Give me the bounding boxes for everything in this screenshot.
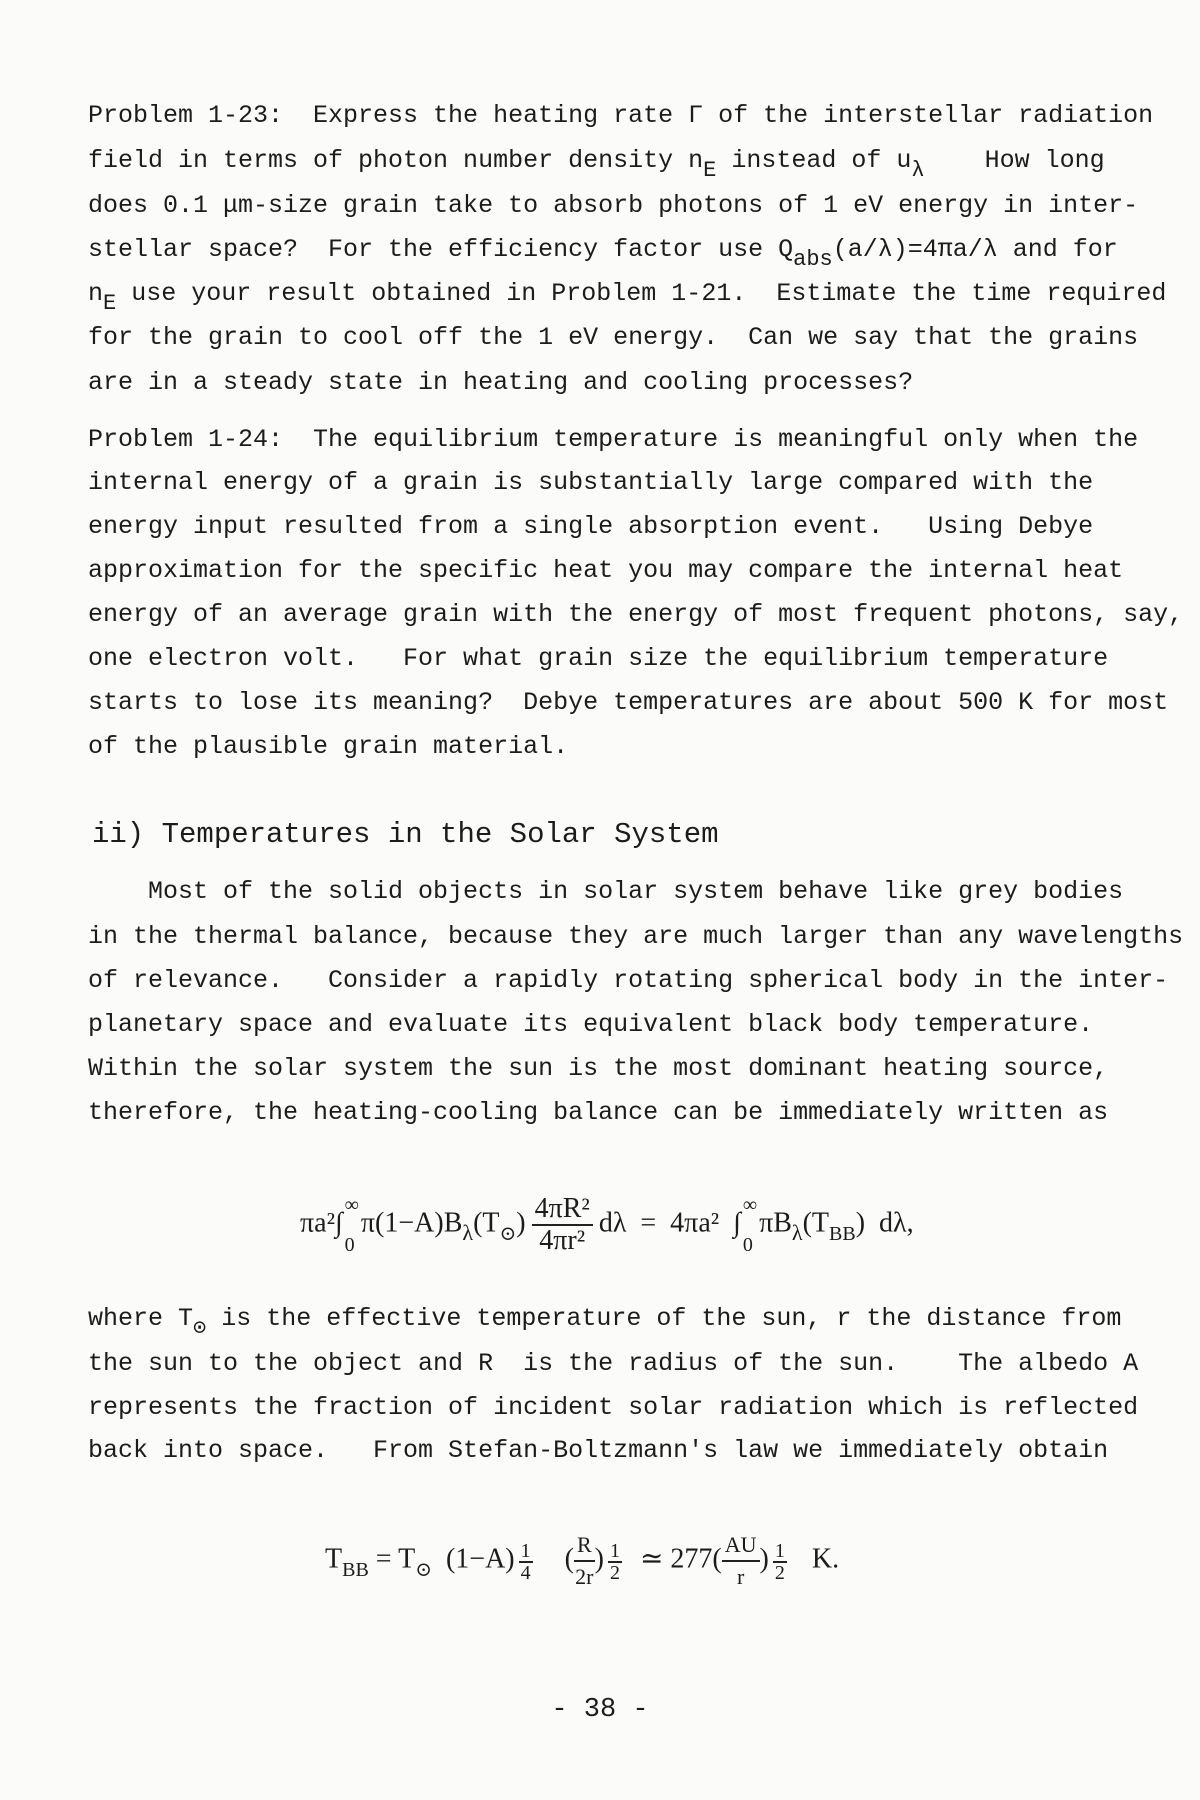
text-segment: represents the fraction of incident solar radiation which is reflected <box>88 1393 1139 1422</box>
text-segment: n <box>88 279 104 308</box>
text-line <box>88 468 1093 498</box>
text-line <box>88 146 1105 183</box>
eq-text: = T <box>368 1543 416 1575</box>
eq-limits <box>743 1185 757 1265</box>
eq-text: K. <box>811 1543 840 1575</box>
eq-text: π(1−A)B <box>360 1207 463 1239</box>
text-segment: (a/λ)=4πa/λ and for <box>832 235 1118 264</box>
eq-lower-limit: 0 <box>742 1234 753 1256</box>
eq-upper-limit: ∞ <box>742 1194 758 1216</box>
eq-text: πB <box>759 1207 792 1239</box>
text-line <box>88 1054 1108 1084</box>
eq-text: ≃ 277( <box>639 1543 722 1575</box>
text-segment: stellar space? For the efficiency factor use Q <box>88 235 794 264</box>
text-segment: of the plausible grain material. <box>88 732 569 761</box>
eq-text: ( <box>564 1543 574 1575</box>
text-segment: where T <box>88 1304 194 1333</box>
eq-denominator: 2r <box>575 1564 594 1589</box>
eq-text: ) <box>516 1207 526 1239</box>
text-line <box>88 279 1167 316</box>
text-line <box>88 966 1168 996</box>
text-line <box>88 600 1183 630</box>
eq-fraction <box>532 1194 593 1256</box>
subscript: abs <box>793 247 833 272</box>
page-number: - 38 - <box>551 1695 649 1725</box>
text-segment: in the thermal balance, because they are much larger than any wavelengths <box>88 922 1184 951</box>
eq-sub: BB <box>342 1559 369 1582</box>
subscript: ⊙ <box>193 1316 207 1341</box>
text-line <box>88 1393 1138 1423</box>
text-segment: does 0.1 μm-size grain take to absorb photons of 1 eV energy in inter- <box>88 191 1139 220</box>
text-line <box>88 688 1168 718</box>
text-line <box>88 425 1138 455</box>
text-line <box>88 512 1093 542</box>
eq-denominator: 2 <box>609 1562 620 1585</box>
eq-numerator: 1 <box>609 1540 620 1563</box>
eq-sub: ⊙ <box>415 1559 432 1582</box>
eq-text: T <box>325 1543 343 1575</box>
text-segment: Problem 1-24: The equilibrium temperature is meaningful only when the <box>88 425 1139 454</box>
eq-text: πa²∫ <box>300 1207 343 1239</box>
eq-sub: ⊙ <box>499 1223 517 1246</box>
text-segment: field in terms of photon number density n <box>88 146 704 175</box>
eq-text: ) dλ, <box>855 1207 914 1239</box>
eq-fraction <box>722 1530 760 1592</box>
eq-text: dλ = 4πa² ∫ <box>598 1207 741 1239</box>
eq-text: (1−A) <box>445 1543 515 1575</box>
text-segment: use your result obtained in Problem 1-21. Estimate the time required <box>116 279 1167 308</box>
text-line <box>88 1098 1108 1128</box>
eq-denominator: 4πr² <box>539 1225 586 1256</box>
text-segment: starts to lose its meaning? Debye temperatures are about 500 K for most <box>88 688 1169 717</box>
eq-text: ) <box>759 1543 769 1575</box>
text-segment: for the grain to cool off the 1 eV energy. Can we say that the grains <box>88 323 1139 352</box>
eq-upper-limit: ∞ <box>344 1194 359 1216</box>
eq-sub: λ <box>462 1220 474 1246</box>
eq-denominator: 2 <box>774 1562 785 1585</box>
eq-numerator: 1 <box>520 1540 531 1563</box>
eq-sub: BB <box>829 1223 856 1246</box>
eq-text: (T <box>802 1207 829 1239</box>
section-heading: ii) Temperatures in the Solar System <box>92 818 719 851</box>
text-segment: energy input resulted from a single absorption event. Using Debye <box>88 512 1094 541</box>
text-segment: planetary space and evaluate its equivalent black body temperature. <box>88 1010 1094 1039</box>
text-line <box>88 922 1183 952</box>
text-segment: instead of u <box>716 146 912 175</box>
text-line <box>88 235 1118 272</box>
subscript: E <box>103 291 117 316</box>
eq-denominator: r <box>736 1564 745 1589</box>
eq-lower-limit: 0 <box>344 1234 355 1256</box>
eq-fraction <box>574 1530 595 1592</box>
text-segment: approximation for the specific heat you may compare the internal heat <box>88 556 1124 585</box>
eq-exponent <box>773 1541 787 1583</box>
eq-numerator: 4πR² <box>532 1194 593 1226</box>
text-segment: Within the solar system the sun is the most dominant heating source, <box>88 1054 1109 1083</box>
text-line <box>88 732 568 762</box>
text-segment: Most of the solid objects in solar system behave like grey bodies <box>88 877 1124 906</box>
eq-denominator: 4 <box>520 1562 531 1585</box>
eq-numerator: R <box>574 1530 595 1562</box>
text-segment: Problem 1-23: Express the heating rate Γ of the interstellar radiation <box>88 101 1154 130</box>
text-segment: are in a steady state in heating and cooling processes? <box>88 368 914 397</box>
text-segment: energy of an average grain with the energy of most frequent photons, say, <box>88 600 1184 629</box>
subscript: E <box>703 158 717 183</box>
text-line <box>88 556 1123 586</box>
text-segment: back into space. From Stefan-Boltzmann's law we immediately obtain <box>88 1436 1109 1465</box>
text-segment: internal energy of a grain is substantially large compared with the <box>88 468 1094 497</box>
text-segment: is the effective temperature of the sun, r the distance from <box>206 1304 1122 1333</box>
equation-heating-cooling-balance <box>300 1185 914 1265</box>
text-segment: of relevance. Consider a rapidly rotating spherical body in the inter- <box>88 966 1169 995</box>
eq-numerator: 1 <box>774 1540 785 1563</box>
eq-sub: λ <box>791 1220 803 1246</box>
text-line <box>88 368 913 398</box>
subscript: λ <box>911 158 925 183</box>
text-line <box>88 1349 1138 1379</box>
text-line <box>88 877 1123 907</box>
text-line <box>88 1304 1122 1341</box>
eq-limits <box>345 1185 359 1265</box>
text-segment: therefore, the heating-cooling balance can be immediately written as <box>88 1098 1109 1127</box>
eq-exponent <box>519 1541 533 1583</box>
eq-text: (T <box>473 1207 500 1239</box>
eq-text: ) <box>594 1543 604 1575</box>
equation-blackbody-temperature <box>325 1530 839 1592</box>
text-segment: How long <box>924 146 1105 175</box>
text-segment: one electron volt. For what grain size the equilibrium temperature <box>88 644 1109 673</box>
eq-numerator: AU <box>722 1530 760 1562</box>
text-line <box>88 191 1138 221</box>
text-line <box>88 644 1108 674</box>
text-line <box>88 1010 1093 1040</box>
eq-exponent <box>608 1541 622 1583</box>
text-segment: the sun to the object and R is the radius of the sun. The albedo A <box>88 1349 1139 1378</box>
text-line <box>88 323 1138 353</box>
text-line <box>88 101 1153 131</box>
text-line <box>88 1436 1108 1466</box>
